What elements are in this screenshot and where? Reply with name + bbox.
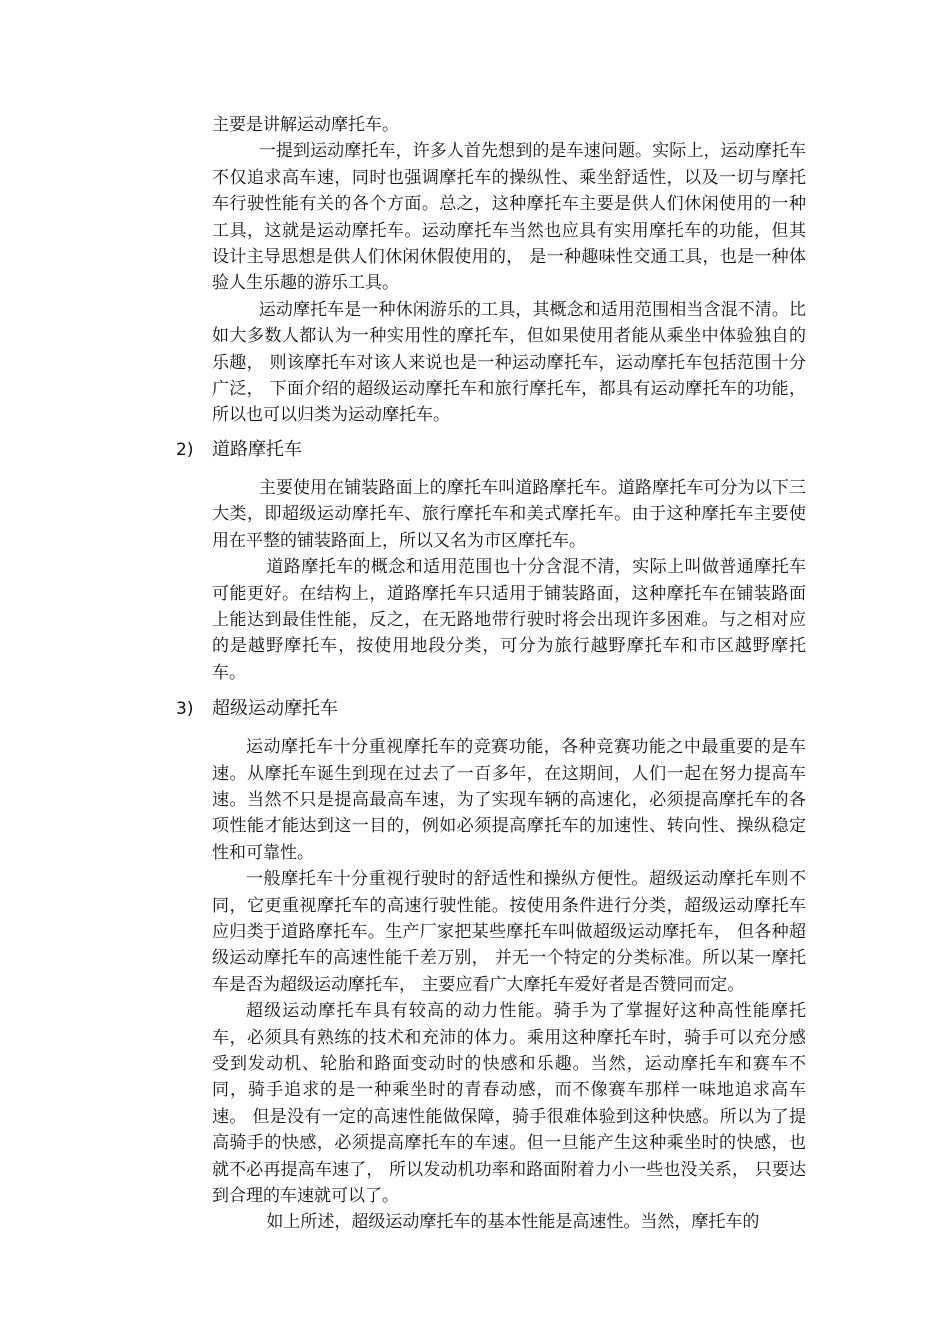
heading-title: 道路摩托车 — [212, 438, 302, 460]
paragraph-super-racing: 运动摩托车十分重视摩托车的竞赛功能，各种竞赛功能之中最重要的是车速。从摩托车诞生到现在过去了一百多年，在这期间，人们一起在努力提高车速。当然不只是提高最高车速，为了实现车辆的高速化，必须提高摩托车的各项性能才能达到这一目的，例如必须提高摩托车的加速性、转向性、操纵稳定性和可靠性。 — [212, 737, 806, 863]
paragraph-road-definition: 主要使用在铺装路面上的摩托车叫道路摩托车。道路摩托车可分为以下三大类，即超级运动摩托车、旅行摩托车和美式摩托车。由于这种摩托车主要使用在平整的铺装路面上，所以又名为市区摩托车。 — [212, 477, 806, 551]
document-body — [176, 112, 806, 1236]
heading-number: 3) — [176, 699, 194, 720]
paragraph-intro-continued: 主要是讲解运动摩托车。 — [212, 115, 399, 135]
paragraph-super-performance: 超级运动摩托车具有较高的动力性能。骑手为了掌握好这种高性能摩托车，必须具有熟练的技术和充沛的体力。乘用这种摩托车时，骑手可以充分感受到发动机、轮胎和路面变动时的快感和乐趣。当然，运动摩托车和赛车不同，骑手追求的是一种乘坐时的青春动感，而不像赛车那样一味地追求高车速。 但是没有一定的高速性能做保障，骑手很难体验到这种快感。所以为了提高骑手的快感，必须提高摩托车的车速。但一旦能产生这种乘坐时的快感，也就不必再提高车速了， 所以发动机功率和路面附着力小一些也没关系， 只要达到合理的车速就可以了。 — [212, 1001, 806, 1207]
paragraph-sport-motorcycle-concept: 运动摩托车是一种休闲游乐的工具，其概念和适用范围相当含混不清。比如大多数人都认为一种实用性的摩托车，但如果使用者能从乘坐中体验独自的乐趣， 则该摩托车对该人来说也是一种运动摩托车，运动摩托车包括范围十分广泛， 下面介绍的超级运动摩托车和旅行摩托车，都具有运动摩托车的功能，所以也可以归类为运动摩托车。 — [212, 299, 806, 426]
heading-title: 超级运动摩托车 — [212, 698, 338, 720]
heading-number: 2) — [176, 439, 194, 460]
paragraph-sport-motorcycle-speed: 一提到运动摩托车，许多人首先想到的是车速问题。实际上，运动摩托车不仅追求高车速，同时也强调摩托车的操纵性、乘坐舒适性，以及一切与摩托车行驶性能有关的各个方面。总之，这种摩托车主要是供人们休闲使用的一种工具，这就是运动摩托车。运动摩托车当然也应具有实用摩托车的功能，但其设计主导思想是供人们休闲休假使用的， 是一种趣味性交通工具，也是一种体验人生乐趣的游乐工具。 — [212, 141, 806, 294]
paragraph-super-summary: 如上所述，超级运动摩托车的基本性能是高速性。当然，摩托车的 — [266, 1212, 760, 1233]
heading-super-sport-motorcycle — [176, 696, 806, 722]
paragraph-super-vs-general: 一般摩托车十分重视行驶时的舒适性和操纵方便性。超级运动摩托车则不同，它更重视摩托车的高速行驶性能。按使用条件进行分类，超级运动摩托车应归类于道路摩托车。生产厂家把某些摩托车叫做超级运动摩托车， 但各种超级运动摩托车的高速性能千差万别， 并无一个特定的分类标准。所以某一摩托车是否为超级运动摩托车， 主要应看广大摩托车爱好者是否赞同而定。 — [212, 869, 806, 995]
paragraph-road-concept: 道路摩托车的概念和适用范围也十分含混不清，实际上叫做普通摩托车可能更好。在结构上，道路摩托车只适用于铺装路面，这种摩托车在铺装路面上能达到最佳性能，反之，在无路地带行驶时将会出现许多困难。与之相对应的是越野摩托车，按使用地段分类，可分为旅行越野摩托车和市区越野摩托车。 — [212, 557, 806, 683]
heading-road-motorcycle — [176, 437, 806, 463]
